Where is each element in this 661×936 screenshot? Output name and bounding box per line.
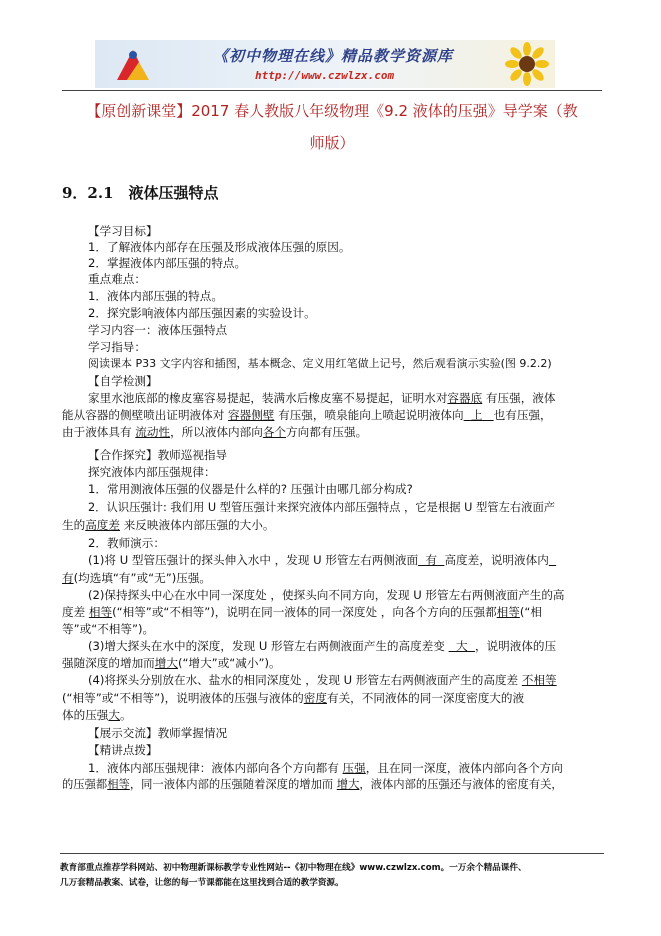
demo-2-line1: (2)保持探头中心在水中同一深度处 ，使探头向不同方向，发现 U 形管左右两侧液面产生的高 [88,588,565,602]
header-banner [95,40,555,88]
answer-blank: 不相等 [521,673,557,687]
demo-3-line1: (3)增大探头在水中的深度，发现 U 形管左右两侧液面产生的高度差变 大 ，说明液体的压 [88,639,557,653]
answer-blank: 密度 [303,691,327,705]
sunflower-icon [505,42,549,86]
answer-blank: 有 [425,553,438,567]
explore-head: 【合作探究】教师巡视指导 [88,448,228,462]
answer-blank: 各个 [262,425,287,439]
demo-4-line2: (“相等”或“不相等”)，说明液体的压强与液体的密度有关，不同液体的同一深度密度大的液 [62,691,525,705]
site-logo-icon [113,46,153,84]
line-objective-2: 2．掌握液体内部压强的特点。 [88,256,247,270]
selfcheck-line-1: 家里水池底部的橡皮塞容易提起，装满水后橡皮塞不易提起，证明水对容器底 有压强，液体 [88,391,556,405]
line-key-point-1: 1．液体内部压强的特点。 [88,289,223,303]
footer-rule [60,853,604,854]
answer-blank: 上 [470,408,483,422]
answer-blank: 增大 [154,656,178,670]
section-title: 9．2.1 液体压强特点 [62,184,219,202]
show-head: 【展示交流】教师掌握情况 [88,726,228,740]
answer-blank: 相等 [107,778,130,791]
answer-blank: 相等 [496,605,520,619]
line-guidance-head: 学习指导： [88,340,146,354]
answer-blank: 大 [455,639,468,653]
line-key-point-2: 2．探究影响液体内部压强因素的实验设计。 [88,306,316,320]
line-objective-1: 1．了解液体内部存在压强及形成液体压强的原因。 [88,240,351,254]
line-selfcheck-head: 【自学检测】 [88,374,158,388]
line-guidance-text: 阅读课本 P33 文字内容和插图，基本概念、定义用红笔做上记号，然后观看演示实验(图 9.2.2) [88,357,552,370]
answer-blank: 压强 [342,761,366,775]
answer-blank: 容器底 [447,391,483,405]
explore-q2-line1: 2．认识压强计: 我们用 U 型管压强计来探究液体内部压强特点 ，它是根据 U 型管左右液面产 [88,501,556,514]
line-content-one: 学习内容一：液体压强特点 [88,323,228,337]
line-objectives-head: 【学习目标】 [88,224,158,238]
answer-blank: 容器侧壁 [228,408,275,422]
demo-4-line3: 体的压强大。 [62,708,132,722]
footer-line1: 教育部重点推荐学科网站、初中物理新课标教学专业性网站--《初中物理在线》www.czwlzx.com。一万余个精品课件、 [60,863,527,873]
explore-q2-line2: 生的高度差 来反映液体内部压强的大小。 [62,518,275,532]
answer-blank: 有 [62,571,74,585]
answer-blank: 相等 [88,605,113,619]
demo-2-line3: 等”或“不相等”)。 [62,622,155,636]
answer-blank: 流动性 [135,425,171,439]
demo-3-line2: 强随深度的增加而增大(“增大”或“减小”)。 [62,656,281,670]
doc-title-line2: 师版） [309,134,355,152]
key-1-line2: 的压强都相等，同一液体内部的压强随着深度的增加而 增大，液体内部的压强还与液体的密度有关， [62,778,563,791]
key-head: 【精讲点拨】 [88,743,158,757]
demo-1-line1: (1)将 U 型管压强计的探头伸入水中 ，发现 U 形管左右两侧液面 有 高度差，说明液体内 [88,553,549,567]
explore-q1: 1．常用测液体压强的仪器是什么样的? 压强计由哪几部分构成? [88,482,413,496]
selfcheck-line-2: 能从容器的侧壁喷出证明液体对 容器侧壁 有压强，喷泉能向上喷起说明液体向 上 也有压强， [62,408,552,422]
banner-url[interactable]: http://www.czwlzx.com [255,69,395,82]
explore-rule: 探究液体内部压强规律： [88,465,216,479]
answer-blank: 大 [108,708,120,722]
header-rule [62,90,602,91]
demo-2-line2: 度差 相等(“相等”或“不相等”)，说明在同一液体的同一深度处 ，向各个方向的压强都相等(“相 [62,605,542,619]
selfcheck-line-3: 由于液体具有 流动性，所以液体内部向各个方向都有压强。 [62,425,368,439]
answer-blank: 高度差 [85,518,120,532]
explore-demo-head: 2．教师演示： [88,536,165,550]
line-key-points-head: 重点难点： [88,272,146,286]
key-1-line1: 1．液体内部压强规律：液体内部向各个方向都有 压强，且在同一深度，液体内部向各个方向 [88,761,563,775]
footer-line2: 几万套精品教案、试卷，让您的每一节课都能在这里找到合适的教学资源。 [60,878,344,888]
demo-4-line1: (4)将探头分别放在水、盐水的相同深度处 ，发现 U 形管左右两侧液面产生的高度差 不相等 [88,673,557,687]
doc-title-line1: 【原创新课堂】2017 春人教版八年级物理《9.2 液体的压强》导学案（教 [86,102,578,120]
demo-1-line2: 有(均选填“有”或“无”)压强。 [62,571,212,585]
banner-title: 《初中物理在线》精品教学资源库 [213,47,454,65]
answer-blank: 增大 [336,778,360,791]
